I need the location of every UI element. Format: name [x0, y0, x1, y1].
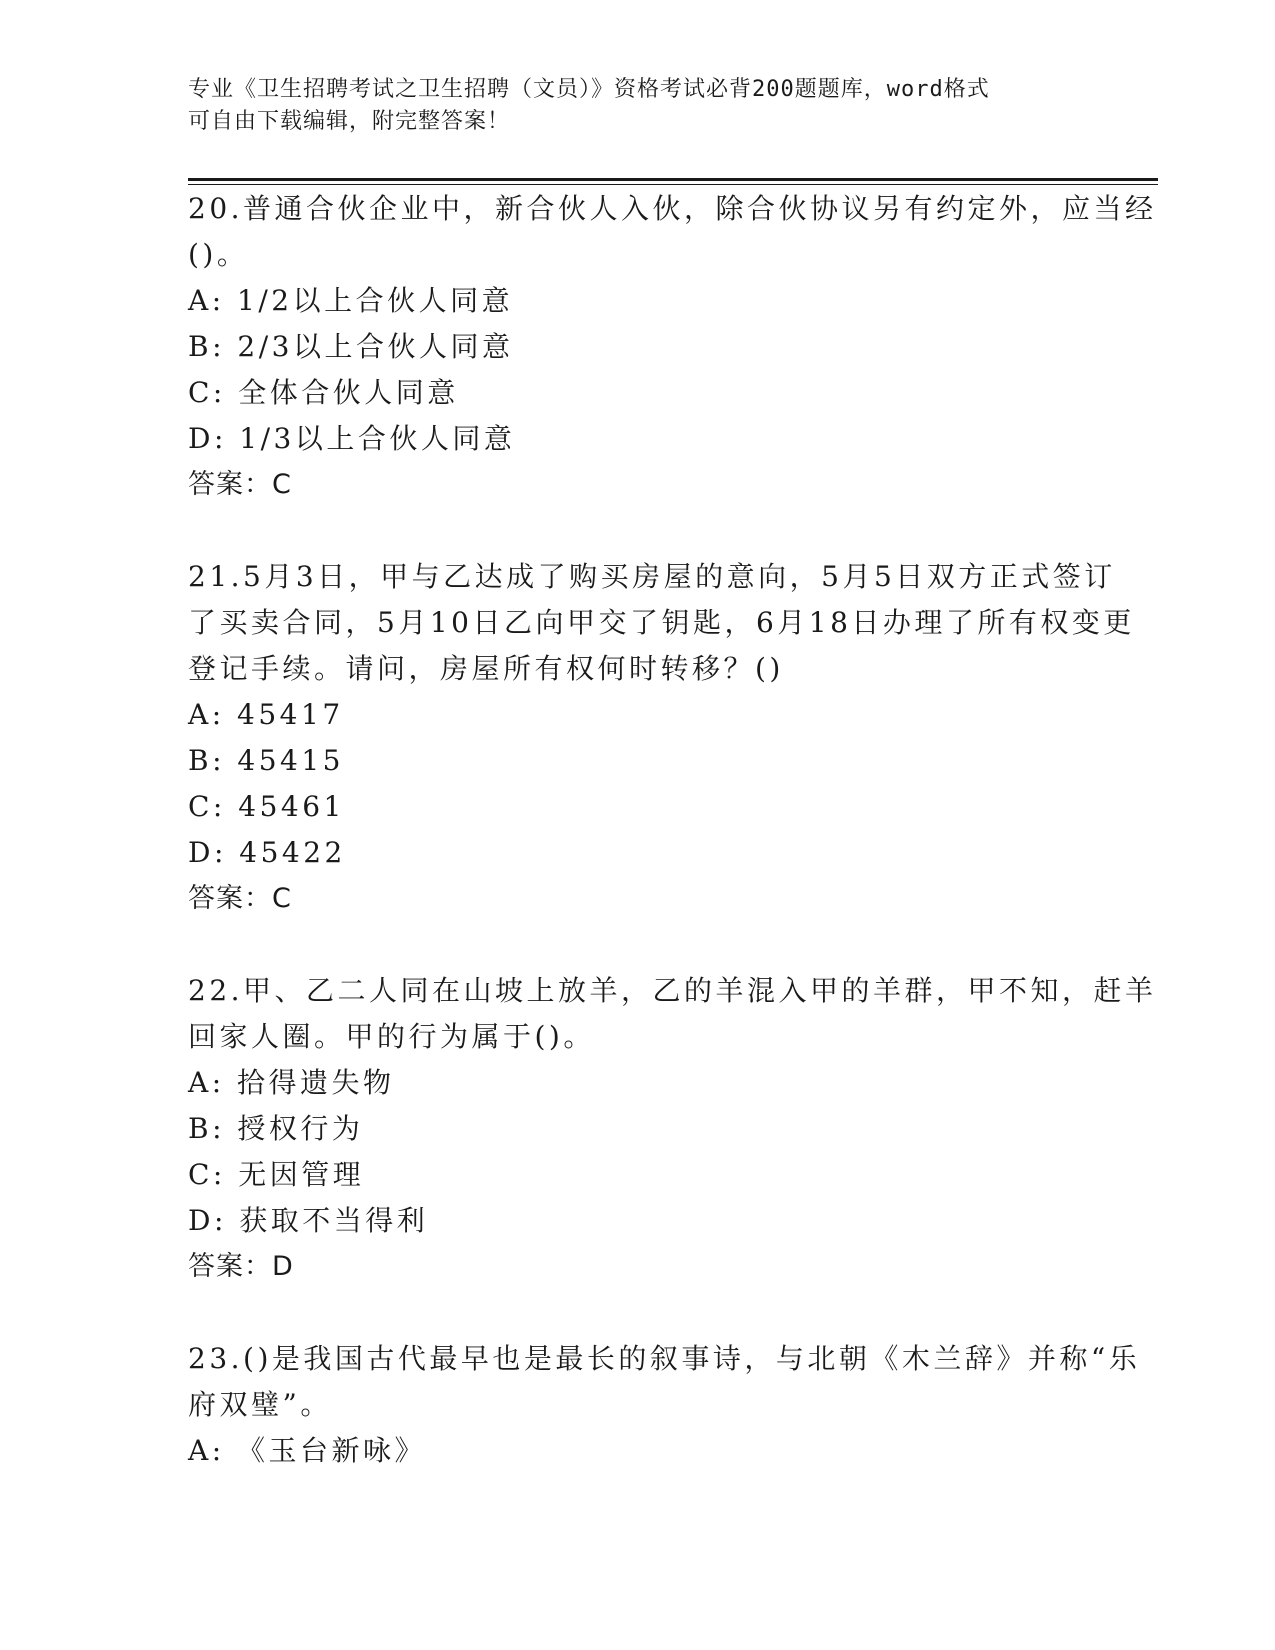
option-c: C: 无因管理	[188, 1158, 365, 1191]
question-stem-line: 回家人圈。甲的行为属于()。	[188, 1020, 595, 1053]
question-20	[188, 186, 1157, 508]
question-stem-line: 23.()是我国古代最早也是最长的叙事诗，与北朝《木兰辞》并称“乐	[188, 1342, 1141, 1375]
question-list	[188, 186, 1157, 1520]
option-c: C: 45461	[188, 790, 345, 823]
option-b: B: 2/3以上合伙人同意	[188, 330, 514, 363]
document-header	[188, 74, 1088, 138]
question-23	[188, 1336, 1141, 1474]
question-22	[188, 968, 1157, 1290]
question-stem-line: 登记手续。请问，房屋所有权何时转移？()	[188, 652, 784, 685]
option-b: B: 授权行为	[188, 1112, 364, 1145]
option-a: A: 拾得遗失物	[188, 1066, 395, 1099]
question-stem-line: 20.普通合伙企业中，新合伙人入伙，除合伙协议另有约定外，应当经	[188, 192, 1157, 225]
option-a: A: 《玉台新咏》	[188, 1434, 427, 1467]
answer: 答案：C	[188, 883, 292, 914]
header-line-2: 可自由下载编辑，附完整答案！	[188, 109, 511, 134]
question-stem-line: 21.5月3日，甲与乙达成了购买房屋的意向，5月5日双方正式签订	[188, 560, 1116, 593]
option-a: A: 45417	[188, 698, 344, 731]
header-divider-thick	[188, 178, 1158, 181]
option-c: C: 全体合伙人同意	[188, 376, 459, 409]
question-stem-line: 了买卖合同，5月10日乙向甲交了钥匙，6月18日办理了所有权变更	[188, 606, 1135, 639]
answer: 答案：C	[188, 469, 292, 500]
question-stem-line: 府双璧”。	[188, 1388, 332, 1421]
option-d: D: 45422	[188, 836, 346, 869]
option-b: B: 45415	[188, 744, 344, 777]
header-line-1: 专业《卫生招聘考试之卫生招聘（文员）》资格考试必背200题题库，word格式	[188, 77, 990, 102]
question-stem-line: 22.甲、乙二人同在山坡上放羊，乙的羊混入甲的羊群，甲不知，赶羊	[188, 974, 1157, 1007]
option-d: D: 获取不当得利	[188, 1204, 429, 1237]
header-divider-thin	[188, 184, 1158, 185]
option-a: A: 1/2以上合伙人同意	[188, 284, 514, 317]
question-stem-line: ()。	[188, 238, 249, 271]
question-21	[188, 554, 1135, 922]
option-d: D: 1/3以上合伙人同意	[188, 422, 516, 455]
answer: 答案：D	[188, 1251, 294, 1282]
